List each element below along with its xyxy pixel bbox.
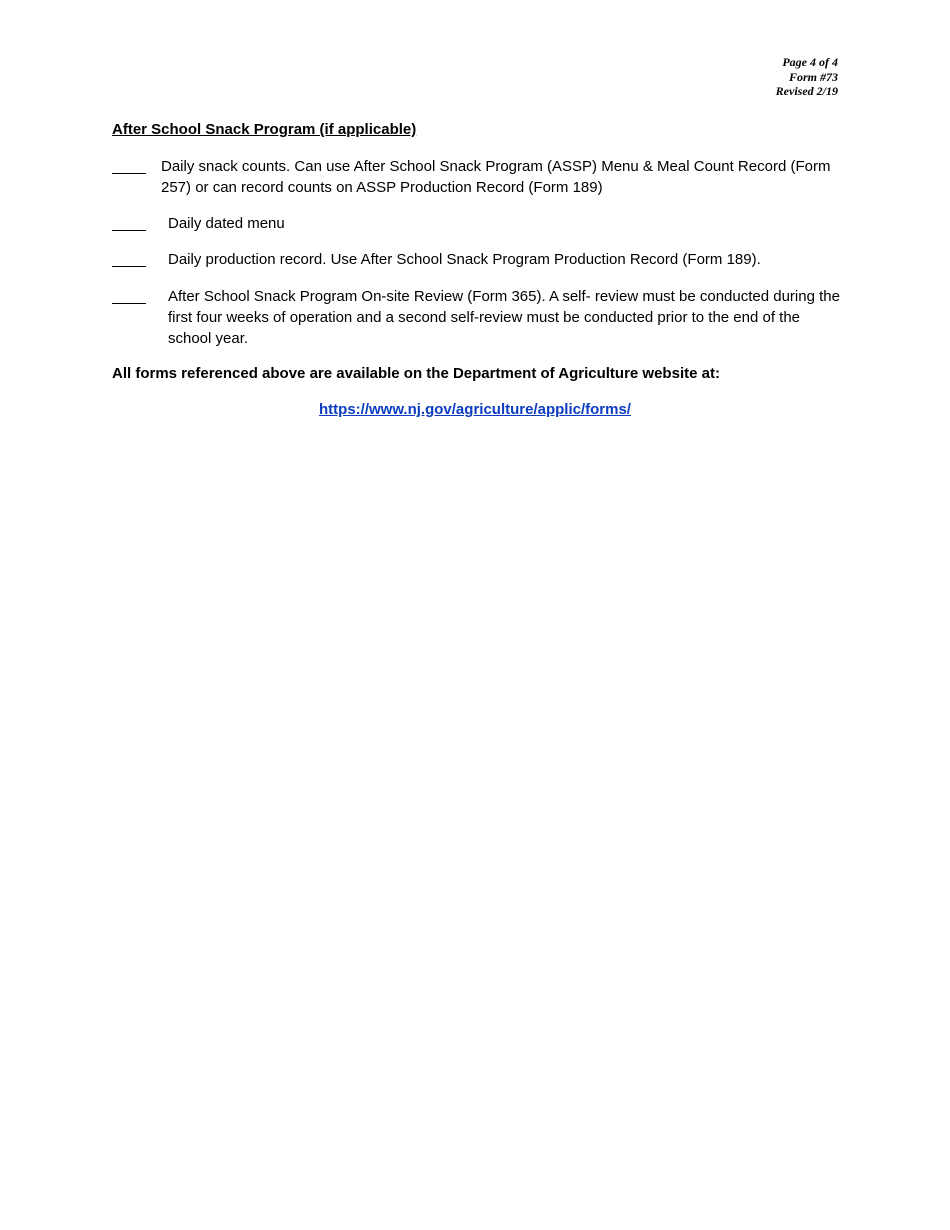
checkbox-blank-line[interactable] <box>112 156 146 174</box>
forms-website-link[interactable]: https://www.nj.gov/agriculture/applic/forms/ <box>319 401 631 418</box>
checkbox-blank-line[interactable] <box>112 249 146 267</box>
forms-availability-note: All forms referenced above are available on the Department of Agriculture website at: <box>112 365 720 382</box>
checklist-item-text: After School Snack Program On-site Review (Form 365). A self- review must be conducted during the first four weeks of operation and a second self-review must be conducted prior to the end of the school year. <box>168 288 840 347</box>
checklist-item-text: Daily dated menu <box>168 215 285 232</box>
checkbox-blank-line[interactable] <box>112 286 146 304</box>
checklist-item-text: Daily snack counts. Can use After School Snack Program (ASSP) Menu & Meal Count Record (Form 257) or can record counts on ASSP Production Record (Form 189) <box>161 158 831 196</box>
page-number: Page 4 of 4 <box>782 55 838 69</box>
checklist-item-daily-production-record <box>112 249 842 270</box>
forms-link-container <box>0 401 950 418</box>
checklist-item-text: Daily production record. Use After School Snack Program Production Record (Form 189). <box>168 251 761 268</box>
form-number: Form #73 <box>788 69 838 84</box>
checklist-item-daily-snack-counts <box>112 156 842 198</box>
revision-date: Revised 2/19 <box>775 84 838 98</box>
section-title: After School Snack Program (if applicable) <box>112 121 417 138</box>
checklist-item-daily-dated-menu <box>112 213 842 234</box>
page-header <box>776 55 838 99</box>
checkbox-blank-line[interactable] <box>112 213 146 231</box>
checklist-item-onsite-review <box>112 286 842 349</box>
